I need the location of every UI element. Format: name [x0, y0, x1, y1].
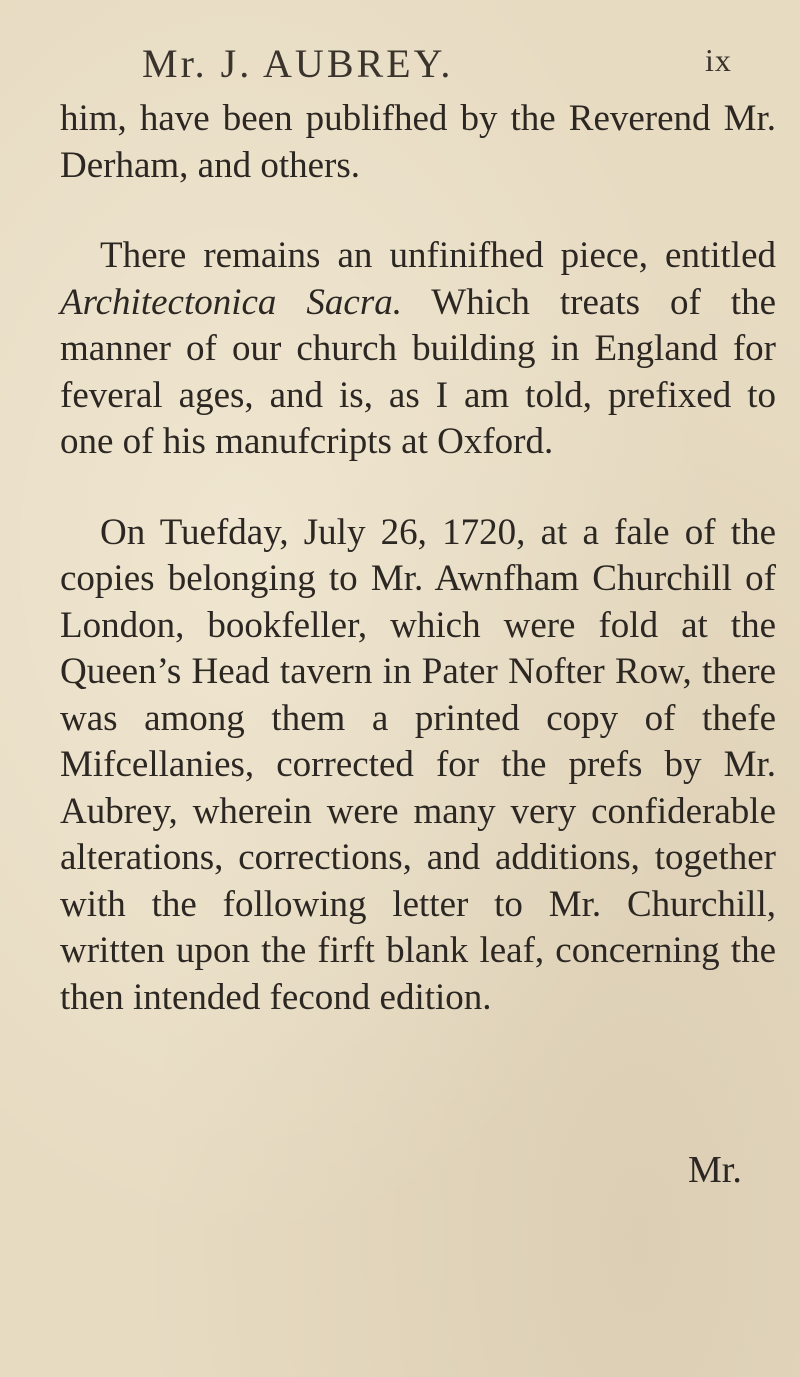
running-head [130, 30, 770, 90]
paragraph-architectonica [60, 233, 776, 466]
page-number: ix [705, 42, 732, 78]
paragraph-text-after-title: Which treats of the manner of our church building in England for feveral ages, and is, as I am told, prefixed to one of his manufcripts at Oxford. [60, 281, 776, 462]
catchword: Mr. [688, 1149, 742, 1191]
running-head-title: Mr. J. AUBREY. [142, 41, 454, 86]
paragraph-continuation: him, have been publifhed by the Reverend Mr. Derham, and others. [60, 98, 776, 186]
paragraph-text-before-title: There remains an unfinifhed piece, entitled [100, 235, 776, 276]
paragraph-sale: On Tuefday, July 26, 1720, at a fale of the copies belonging to Mr. Awnfham Churchill of London, bookfeller, which were fold at the Queen’s Head tavern in Pater Nofter Row, there was among them a printed copy of thefe Mifcellanies, corrected for the prefs by Mr. Aubrey, wherein were many very confiderable alterations, corrections, and additions, together with the following letter to Mr. Churchill, written upon the firft blank leaf, concerning the then intended fecond edition. [60, 511, 776, 1018]
body-text [60, 96, 776, 1021]
work-title: Architectonica Sacra. [60, 281, 402, 323]
